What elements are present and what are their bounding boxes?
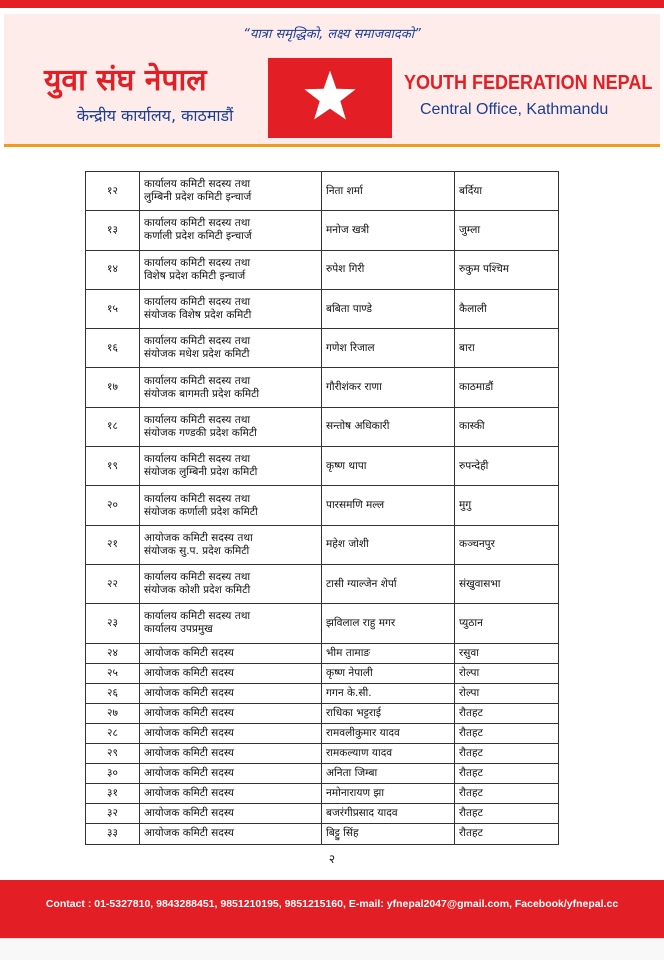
- table-row: [86, 723, 559, 743]
- name-cell: गणेश रिजाल: [322, 329, 455, 368]
- name-cell: बजरंगीप्रसाद यादव: [322, 804, 455, 824]
- serial-number-cell: २९: [86, 744, 140, 764]
- members-table-body: [86, 172, 559, 845]
- post-line-2: संयोजक मधेश प्रदेश कमिटी: [144, 348, 250, 361]
- district-cell: बारा: [455, 329, 559, 368]
- name-cell: टासी ग्याल्जेन शेर्पा: [322, 564, 455, 603]
- district-cell: रसुवा: [455, 643, 559, 663]
- post-line-1: आयोजक कमिटी सदस्य: [144, 706, 234, 719]
- district-cell: रोल्पा: [455, 683, 559, 703]
- post-line-2: संयोजक कर्णाली प्रदेश कमिटी: [144, 505, 258, 518]
- post-cell: [140, 604, 322, 643]
- table-row: [86, 744, 559, 764]
- post-line-1: आयोजक कमिटी सदस्य: [144, 807, 234, 820]
- post-cell: [140, 663, 322, 683]
- post-cell: [140, 643, 322, 663]
- name-cell: निता शर्मा: [322, 172, 455, 211]
- post-line-1: आयोजक कमिटी सदस्य: [144, 767, 234, 780]
- district-cell: रौतहट: [455, 703, 559, 723]
- post-cell: [140, 289, 322, 328]
- post-line-1: आयोजक कमिटी सदस्य तथा: [144, 531, 253, 544]
- office-nepali: केन्द्रीय कार्यालय, काठमाडौं: [76, 106, 234, 125]
- post-line-1: आयोजक कमिटी सदस्य: [144, 726, 234, 739]
- name-cell: झविलाल राहु मगर: [322, 604, 455, 643]
- post-line-2: संयोजक विशेष प्रदेश कमिटी: [144, 309, 252, 322]
- district-cell: रुपन्देही: [455, 447, 559, 486]
- name-cell: मनोज खत्री: [322, 211, 455, 250]
- serial-number-cell: १६: [86, 329, 140, 368]
- post-line-2: संयोजक गण्डकी प्रदेश कमिटी: [144, 426, 257, 439]
- serial-number-cell: २८: [86, 723, 140, 743]
- serial-number-cell: २५: [86, 663, 140, 683]
- district-cell: संखुवासभा: [455, 564, 559, 603]
- table-row: [86, 604, 559, 643]
- slogan: “यात्रा समृद्धिको, लक्ष्य समाजवादको”: [243, 27, 421, 42]
- serial-number-cell: ३०: [86, 764, 140, 784]
- post-cell: [140, 211, 322, 250]
- serial-number-cell: १७: [86, 368, 140, 407]
- post-cell: [140, 172, 322, 211]
- serial-number-cell: १९: [86, 447, 140, 486]
- post-line-2: कार्यालय उपप्रमुख: [144, 623, 213, 636]
- post-line-1: कार्यालय कमिटी सदस्य तथा: [144, 296, 251, 309]
- post-line-2: संयोजक कोशी प्रदेश कमिटी: [144, 584, 251, 597]
- name-cell: अनिता जिम्बा: [322, 764, 455, 784]
- post-line-2: संयोजक लुम्बिनी प्रदेश कमिटी: [144, 466, 258, 479]
- post-cell: [140, 564, 322, 603]
- star-icon: [303, 69, 357, 123]
- post-line-1: आयोजक कमिटी सदस्य: [144, 686, 234, 699]
- serial-number-cell: १३: [86, 211, 140, 250]
- table-row: [86, 289, 559, 328]
- serial-number-cell: ३१: [86, 784, 140, 804]
- bottom-strip: [0, 938, 664, 960]
- post-line-2: संयोजक सु.प. प्रदेश कमिटी: [144, 544, 250, 557]
- post-line-1: कार्यालय कमिटी सदस्य तथा: [144, 610, 251, 623]
- district-cell: रौतहट: [455, 723, 559, 743]
- post-cell: [140, 744, 322, 764]
- district-cell: रौतहट: [455, 824, 559, 844]
- serial-number-cell: २७: [86, 703, 140, 723]
- post-line-2: संयोजक बागमती प्रदेश कमिटी: [144, 387, 260, 400]
- table-row: [86, 643, 559, 663]
- post-cell: [140, 486, 322, 525]
- post-cell: [140, 723, 322, 743]
- serial-number-cell: ३२: [86, 804, 140, 824]
- table-row: [86, 486, 559, 525]
- letterhead-divider: [4, 144, 660, 147]
- table-row: [86, 250, 559, 289]
- post-line-1: आयोजक कमिटी सदस्य: [144, 827, 234, 840]
- name-cell: भीम तामाङ: [322, 643, 455, 663]
- name-cell: बबिता पाण्डे: [322, 289, 455, 328]
- district-cell: प्युठान: [455, 604, 559, 643]
- post-line-1: आयोजक कमिटी सदस्य: [144, 646, 234, 659]
- serial-number-cell: २६: [86, 683, 140, 703]
- name-cell: नमोनारायण झा: [322, 784, 455, 804]
- name-cell: गगन के.सी.: [322, 683, 455, 703]
- serial-number-cell: १५: [86, 289, 140, 328]
- district-cell: कञ्चनपुर: [455, 525, 559, 564]
- org-name-english: YOUTH FEDERATION NEPAL: [404, 72, 653, 94]
- district-cell: रौतहट: [455, 804, 559, 824]
- district-cell: रुकुम पश्चिम: [455, 250, 559, 289]
- footer-contact: Contact : 01-5327810, 9843288451, 9851210195, 9851215160, E-mail: yfnepal2047@gmail.com, Facebook/yfnepal.cc: [45, 898, 619, 910]
- serial-number-cell: २४: [86, 643, 140, 663]
- post-cell: [140, 525, 322, 564]
- table-row: [86, 804, 559, 824]
- table-row: [86, 663, 559, 683]
- post-cell: [140, 683, 322, 703]
- district-cell: काठमाडौं: [455, 368, 559, 407]
- table-row: [86, 329, 559, 368]
- district-cell: रौतहट: [455, 784, 559, 804]
- table-row: [86, 211, 559, 250]
- district-cell: रौतहट: [455, 744, 559, 764]
- post-cell: [140, 703, 322, 723]
- table-row: [86, 525, 559, 564]
- name-cell: राधिका भट्टराई: [322, 703, 455, 723]
- post-line-1: कार्यालय कमिटी सदस्य तथा: [144, 413, 251, 426]
- serial-number-cell: ३३: [86, 824, 140, 844]
- top-border: [0, 0, 664, 8]
- table-row: [86, 407, 559, 446]
- district-cell: जुम्ला: [455, 211, 559, 250]
- name-cell: रामकल्याण यादव: [322, 744, 455, 764]
- district-cell: बर्दिया: [455, 172, 559, 211]
- district-cell: रोल्पा: [455, 663, 559, 683]
- post-cell: [140, 824, 322, 844]
- post-line-1: कार्यालय कमिटी सदस्य तथा: [144, 335, 251, 348]
- post-cell: [140, 368, 322, 407]
- org-name-nepali: युवा संघ नेपाल: [44, 63, 207, 98]
- post-cell: [140, 784, 322, 804]
- members-table: [85, 171, 559, 845]
- post-cell: [140, 764, 322, 784]
- post-line-1: कार्यालय कमिटी सदस्य तथा: [144, 178, 251, 191]
- name-cell: सन्तोष अधिकारी: [322, 407, 455, 446]
- name-cell: कृष्ण नेपाली: [322, 663, 455, 683]
- table-row: [86, 703, 559, 723]
- table-row: [86, 764, 559, 784]
- post-line-1: कार्यालय कमिटी सदस्य तथा: [144, 492, 251, 505]
- name-cell: रुपेश गिरी: [322, 250, 455, 289]
- district-cell: रौतहट: [455, 764, 559, 784]
- name-cell: बिट्टु सिंह: [322, 824, 455, 844]
- serial-number-cell: १२: [86, 172, 140, 211]
- post-cell: [140, 447, 322, 486]
- post-line-1: कार्यालय कमिटी सदस्य तथा: [144, 256, 251, 269]
- serial-number-cell: २२: [86, 564, 140, 603]
- post-line-1: कार्यालय कमिटी सदस्य तथा: [144, 453, 251, 466]
- page-number: २: [328, 852, 336, 866]
- district-cell: मुगु: [455, 486, 559, 525]
- district-cell: कैलाली: [455, 289, 559, 328]
- table-row: [86, 564, 559, 603]
- post-cell: [140, 250, 322, 289]
- post-cell: [140, 407, 322, 446]
- post-line-1: आयोजक कमिटी सदस्य: [144, 666, 234, 679]
- post-line-1: आयोजक कमिटी सदस्य: [144, 747, 234, 760]
- serial-number-cell: २३: [86, 604, 140, 643]
- name-cell: पारसमणि मल्ल: [322, 486, 455, 525]
- post-line-1: कार्यालय कमिटी सदस्य तथा: [144, 217, 251, 230]
- post-line-2: लुम्बिनी प्रदेश कमिटी इन्चार्ज: [144, 191, 252, 204]
- post-line-2: विशेष प्रदेश कमिटी इन्चार्ज: [144, 269, 246, 282]
- table-row: [86, 824, 559, 844]
- table-row: [86, 683, 559, 703]
- name-cell: महेश जोशी: [322, 525, 455, 564]
- post-line-2: कर्णाली प्रदेश कमिटी इन्चार्ज: [144, 230, 252, 243]
- post-cell: [140, 329, 322, 368]
- post-cell: [140, 804, 322, 824]
- name-cell: रामवलीकुमार यादव: [322, 723, 455, 743]
- serial-number-cell: १८: [86, 407, 140, 446]
- district-cell: कास्की: [455, 407, 559, 446]
- name-cell: गौरीशंकर राणा: [322, 368, 455, 407]
- table-row: [86, 447, 559, 486]
- name-cell: कृष्ण थापा: [322, 447, 455, 486]
- party-flag: [268, 58, 392, 138]
- table-row: [86, 172, 559, 211]
- post-line-1: कार्यालय कमिटी सदस्य तथा: [144, 571, 251, 584]
- table-row: [86, 368, 559, 407]
- serial-number-cell: १४: [86, 250, 140, 289]
- post-line-1: कार्यालय कमिटी सदस्य तथा: [144, 374, 251, 387]
- office-english: Central Office, Kathmandu: [420, 101, 609, 118]
- table-row: [86, 784, 559, 804]
- serial-number-cell: २१: [86, 525, 140, 564]
- serial-number-cell: २०: [86, 486, 140, 525]
- post-line-1: आयोजक कमिटी सदस्य: [144, 787, 234, 800]
